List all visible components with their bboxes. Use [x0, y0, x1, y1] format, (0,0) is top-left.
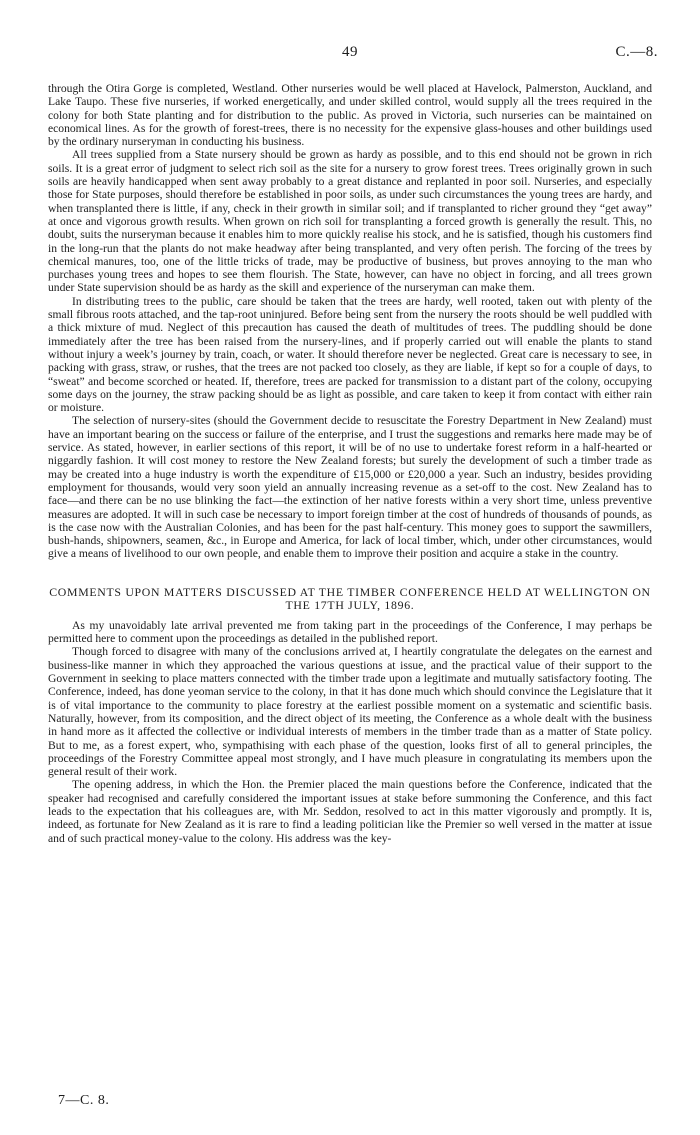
printer-signature: 7—C. 8.	[58, 1093, 110, 1108]
section-heading: COMMENTS UPON MATTERS DISCUSSED AT THE TIMBER CONFERENCE HELD AT WELLINGTON ON THE 17TH JULY, 1896.	[49, 584, 651, 613]
body-text	[48, 82, 652, 845]
paragraph: The opening address, in which the Hon. the Premier placed the main questions before the Conference, indicated that the speaker had recognised and carefully considered the important issues at stake before summoning the Conference, and this fact leads to the expectation that his colleagues are, with Mr. Seddon, resolved to act in this matter vigorously and promptly. It is, indeed, as fortunate for New Zealand as it is rare to find a leading politician like the Premier so well versed in the matter at issue and of such practical money-value to the colony. His address was the key-	[48, 778, 652, 845]
paragraph: In distributing trees to the public, care should be taken that the trees are hardy, well rooted, taken out with plenty of the small fibrous roots attached, and the tap-root uninjured. Before being sent from the nursery the roots should be well puddled with a thick mixture of mud. Neglect of this precaution has caused the death of multitudes of trees. The puddling should be done immediately after the tree has been raised from the nursery-lines, and if properly carried out will enable the plants to stand without injury a week’s journey by train, coach, or water. It should therefore never be neglected. Great care is necessary to see, in packing with grass, straw, or rushes, that the trees are not packed too closely, as they are liable, if kept so for a couple of days, to “sweat” and become scorched or heated. If, therefore, trees are packed for transmission to a distant part of the colony, occupying some days on the journey, the straw packing should be as light as possible, and care taken to keep it from contact with either rain or moisture.	[48, 294, 652, 415]
page-number: 49	[342, 44, 358, 60]
paragraph: The selection of nursery-sites (should the Government decide to resuscitate the Forestry Department in New Zealand) must have an important bearing on the success or failure of the enterprise, and I trust the suggestions and remarks here made may be of service. As stated, however, in earlier sections of this report, it will be of no use to undertake forest reform in a half-hearted or niggardly fashion. It will cost money to restore the New Zealand forests; but surely the development of such a timber trade as may be created into a huge industry is worth the expenditure of £15,000 or £20,000 a year. Such an industry, besides providing employment for thousands, would very soon yield an annually increasing revenue as a set-off to the cost. New Zealand has to face—and there can be no use blinking the fact—the extinction of her native forests within a very short time, unless preventive measures are adopted. It will in such case be necessary to import foreign timber at the cost of hundreds of thousands of pounds, as is the case now with the Australian Colonies, and has been for the past half-century. This money goes to support the sawmillers, bush-hands, shipowners, seamen, &c., in Europe and America, for lack of local timber, which, under other circumstances, would give a means of livelihood to our own people, and enable them to improve their position and acquire a stake in the country.	[48, 414, 652, 561]
paper-reference: C.—8.	[615, 44, 658, 60]
paragraph: As my unavoidably late arrival prevented me from taking part in the proceedings of the Conference, I may perhaps be permitted here to comment upon the proceedings as detailed in the published report.	[48, 618, 652, 646]
paragraph: All trees supplied from a State nursery should be grown as hardy as possible, and to this end should not be grown in rich soils. It is a great error of judgment to select rich soil as the site for a nursery to grow forest trees. Trees originally grown in such soils are heavily handicapped when sent away probably to a great distance and replanted in poor soil. Nurseries, and especially those for State purposes, should therefore be established in poor soils, as under such circumstances the young trees are hardy, and when transplanted there is little, if any, check in their growth in similar soil; and if transplanted to richer ground they “get away” at once and vigorous growth results. When grown on rich soil for transplanting a forced growth is generally the result. This, no doubt, suits the nurseryman because it enables him to more quickly realise his stock, and he is satisfied, though his customers find in the long-run that the plants do not make headway after being transplanted, and very often perish. The forcing of the trees by chemical manures, too, one of the little tricks of trade, may be productive of business, but proves annoying to the man who purchases young trees and hopes to see them flourish. The State, however, can have no object in forcing, and all trees grown under State supervision should be as hardy as the skill and experience of the nurseryman can make them.	[48, 148, 652, 295]
paragraph: through the Otira Gorge is completed, Westland. Other nurseries would be well placed at Havelock, Palmerston, Auckland, and Lake Taupo. These five nurseries, if worked energetically, and under skilled control, would supply all the trees required in the colony for both State planting and for distribution to the public. As proved in Victoria, such nurseries can be maintained on economical lines. As for the growth of forest-trees, there is no necessity for the expensive glass-houses and other buildings used by the ordinary nurseryman in conducting his business.	[48, 82, 652, 149]
paragraph: Though forced to disagree with many of the conclusions arrived at, I heartily congratulate the delegates on the earnest and business-like manner in which they approached the various questions at issue, and the practical value of their support to the Government in seeking to place matters connected with the timber trade upon a legitimate and mutually satisfactory footing. The Conference, indeed, has done yeoman service to the colony, in that it has done much which should convince the Legislature that it is of vital importance to the community to place forestry at the earliest possible moment on a systematic and scientific basis. Naturally, however, from its composition, and the direct object of its meeting, the Conference as a whole dealt with the business in hand more as it affected the collective or individual interests of members in the timber trade than as a matter of State policy. But to me, as a forest expert, who, sympathising with each phase of the question, looks first of all to general principles, the proceedings of the Forestry Committee appeal most strongly, and I have much pleasure in congratulating its members upon the general result of their work.	[48, 645, 652, 779]
